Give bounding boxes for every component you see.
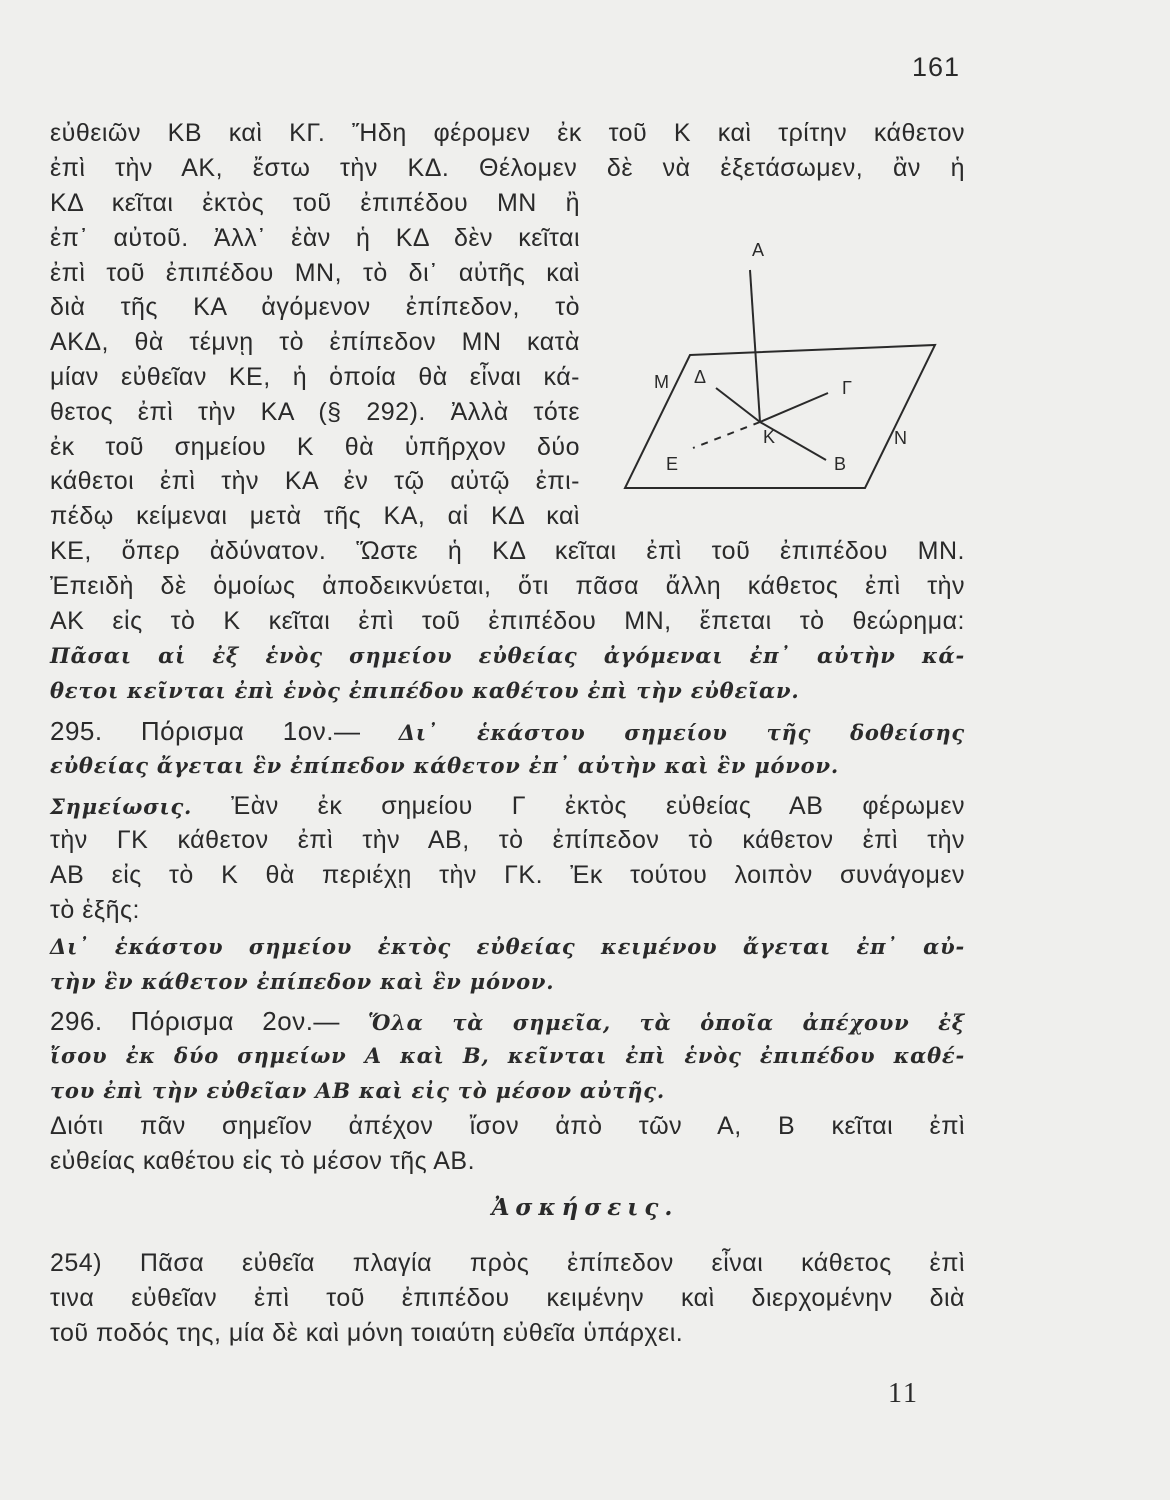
remark-line: τὴν ΓΚ κάθετον ἐπὶ τὴν ΑΒ, τὸ ἐπίπεδον τὸ κάθετον ἐπὶ τὴν: [50, 826, 965, 854]
text-line: Ἐπειδὴ δὲ ὁμοίως ἀποδεικνύεται, ὅτι πᾶσα ἄλλη κάθετος ἐπὶ τὴν: [50, 572, 965, 600]
label-b: Β: [834, 454, 847, 474]
geometry-figure: [600, 230, 950, 500]
corollary-2-proof: Διότι πᾶν σημεῖον ἀπέχον ἴσον ἀπὸ τῶν Α, Β κεῖται ἐπὶ: [50, 1112, 965, 1140]
text-line: ΚΔ κεῖται ἐκτὸς τοῦ ἐπιπέδου ΜΝ ἢ: [50, 189, 580, 217]
remark-label: Σημείωσις.: [50, 794, 193, 819]
text-line: ἐπ᾽ αὐτοῦ. Ἀλλ᾽ ἐὰν ἡ ΚΔ δὲν κεῖται: [50, 224, 580, 252]
text-line: θετος ἐπὶ τὴν ΚΑ (§ 292). Ἀλλὰ τότε: [50, 398, 580, 426]
line-ke: [693, 422, 760, 448]
corollary-1-text: εὐθείας ἄγεται ἓν ἐπίπεδον κάθετον ἐπ᾽ αὐτὴν καὶ ἓν μόνον.: [50, 753, 839, 778]
line-kd: [716, 388, 760, 422]
text-line: κάθετοι ἐπὶ τὴν ΚΑ ἐν τῷ αὐτῷ ἐπι-: [50, 467, 580, 495]
corollary-2-text: ἴσου ἐκ δύο σημείων Α καὶ Β, κεῖνται ἐπὶ ἑνὸς ἐπιπέδου καθέ-: [50, 1043, 965, 1068]
corollary-1-heading: Πόρισμα 1ον.—: [140, 716, 361, 746]
remark-text: Ἐὰν ἐκ σημείου Γ ἐκτὸς εὐθείας ΑΒ φέρωμεν: [231, 792, 965, 820]
corollary-1-number: 295.: [50, 716, 103, 746]
text-line: ἐπὶ τοῦ ἐπιπέδου ΜΝ, τὸ δι᾽ αὐτῆς καὶ: [50, 259, 580, 287]
text-line: μίαν εὐθεῖαν ΚΕ, ἡ ὁποία θὰ εἶναι κά-: [50, 363, 580, 391]
corollary-2-heading: Πόρισμα 2ον.—: [130, 1006, 340, 1036]
remark-statement: Δι᾽ ἑκάστου σημείου ἐκτὸς εὐθείας κειμένου ἄγεται ἐπ᾽ αὐ-: [50, 934, 965, 959]
label-e: Ε: [666, 454, 679, 474]
exercise-line: τοῦ ποδός της, μία δὲ καὶ μόνη τοιαύτη εὐθεῖα ὑπάρχει.: [50, 1319, 684, 1347]
text-line: ΑΚ εἰς τὸ Κ κεῖται ἐπὶ τοῦ ἐπιπέδου ΜΝ, ἕπεται τὸ θεώρημα:: [50, 607, 965, 635]
corollary-2-number: 296.: [50, 1006, 103, 1036]
exercises-title: Ἀσκήσεις.: [491, 1194, 679, 1221]
text-line: ΚΕ, ὅπερ ἀδύνατον. Ὥστε ἡ ΚΔ κεῖται ἐπὶ τοῦ ἐπιπέδου ΜΝ.: [50, 537, 965, 565]
text-line: πέδῳ κείμεναι μετὰ τῆς ΚΑ, αἱ ΚΔ καὶ: [50, 502, 580, 530]
theorem-line: Πᾶσαι αἱ ἐξ ἑνὸς σημείου εὐθείας ἀγόμεναι ἐπ᾽ αὐτὴν κά-: [50, 643, 965, 668]
label-n: Ν: [894, 428, 907, 448]
remark-statement: τὴν ἓν κάθετον ἐπίπεδον καὶ ἓν μόνον.: [50, 969, 555, 994]
text-line: ἐπὶ τὴν ΑΚ, ἔστω τὴν ΚΔ. Θέλομεν δὲ νὰ ἐξετάσωμεν, ἂν ἡ: [50, 154, 965, 182]
page-number-top: 161: [912, 52, 961, 82]
corollary-2-text: του ἐπὶ τὴν εὐθεῖαν ΑΒ καὶ εἰς τὸ μέσον αὐτῆς.: [50, 1078, 665, 1103]
line-kg: [760, 393, 828, 422]
label-k: Κ: [763, 427, 776, 447]
text-line: ἐκ τοῦ σημείου Κ θὰ ὑπῆρχον δύο: [50, 433, 580, 461]
corollary-2-proof: εὐθείας καθέτου εἰς τὸ μέσον τῆς ΑΒ.: [50, 1147, 476, 1175]
line-ka: [750, 270, 760, 422]
label-a: Α: [752, 240, 765, 260]
corollary-2-text: Ὅλα τὰ σημεῖα, τὰ ὁποῖα ἀπέχουν ἐξ: [367, 1010, 965, 1035]
theorem-line: θετοι κεῖνται ἐπὶ ἑνὸς ἐπιπέδου καθέτου ἐπὶ τὴν εὐθεῖαν.: [50, 678, 800, 703]
exercise-line: τινα εὐθεῖαν ἐπὶ τοῦ ἐπιπέδου κειμένην καὶ διερχομένην διὰ: [50, 1284, 965, 1312]
corollary-1-text: Δι᾽ ἑκάστου σημείου τῆς δοθείσης: [398, 720, 965, 745]
remark-line: τὸ ἑξῆς:: [50, 896, 140, 924]
text-line: ΑΚΔ, θὰ τέμνῃ τὸ ἐπίπεδον ΜΝ κατὰ: [50, 328, 580, 356]
exercise-line: 254) Πᾶσα εὐθεῖα πλαγία πρὸς ἐπίπεδον εἶναι κάθετος ἐπὶ: [50, 1249, 965, 1277]
remark-line: ΑΒ εἰς τὸ Κ θὰ περιέχῃ τὴν ΓΚ. Ἐκ τούτου λοιπὸν συνάγομεν: [50, 861, 965, 889]
label-d: Δ: [694, 367, 707, 387]
label-g: Γ: [842, 378, 852, 398]
text-line: εὐθειῶν ΚΒ καὶ ΚΓ. Ἤδη φέρομεν ἐκ τοῦ Κ καὶ τρίτην κάθετον: [50, 119, 965, 147]
remark-line: [50, 789, 965, 824]
text-line: διὰ τῆς ΚΑ ἀγόμενον ἐπίπεδον, τὸ: [50, 293, 580, 321]
corollary-1-line: [50, 714, 965, 750]
page-number-bottom: 11: [888, 1378, 919, 1409]
label-m: Μ: [654, 372, 669, 392]
corollary-2-line: [50, 1004, 965, 1040]
